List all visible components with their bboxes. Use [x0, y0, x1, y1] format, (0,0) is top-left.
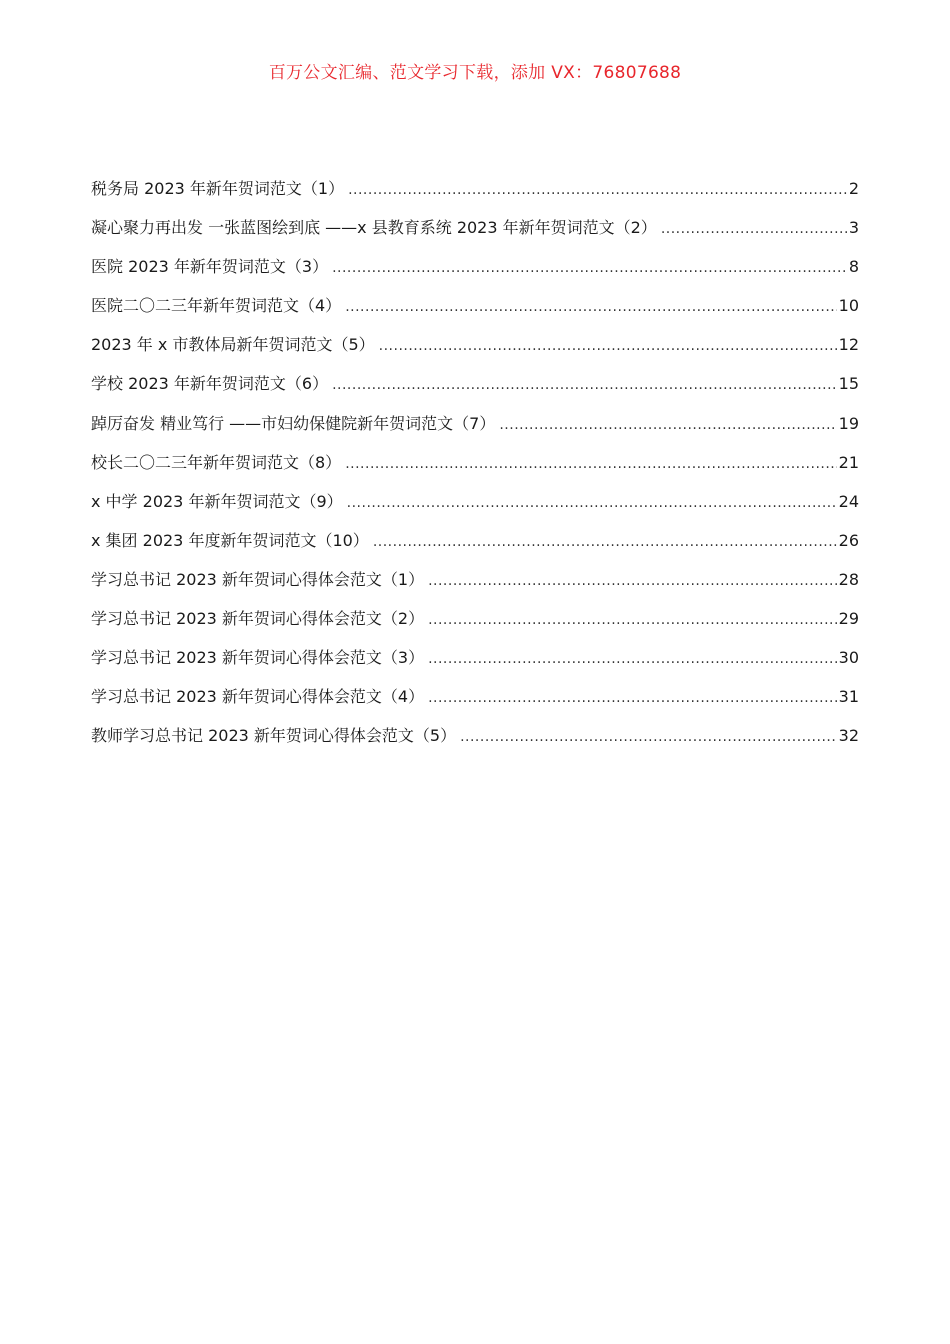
- toc-entry-page: 19: [838, 413, 859, 433]
- toc-entry[interactable]: [91, 645, 859, 684]
- toc-entry-page: 29: [838, 609, 859, 629]
- toc-entry[interactable]: [91, 567, 859, 606]
- toc-entry-page: 15: [838, 374, 859, 394]
- toc-entry-page: 3: [848, 218, 859, 238]
- toc-dot-leader: [345, 299, 836, 315]
- toc-dot-leader: [460, 729, 837, 745]
- toc-entry-title: 税务局 2023 年新年贺词范文（1）: [91, 179, 345, 198]
- toc-entry-title: 学习总书记 2023 新年贺词心得体会范文（3）: [91, 648, 425, 668]
- toc-entry[interactable]: [91, 215, 859, 254]
- toc-entry-title: x 中学 2023 年新年贺词范文（9）: [91, 491, 343, 511]
- toc-entry-title: 学习总书记 2023 新年贺词心得体会范文（4）: [91, 687, 425, 707]
- toc-entry-page: 12: [838, 335, 859, 355]
- toc-entry-title: 学习总书记 2023 新年贺词心得体会范文（2）: [91, 609, 425, 629]
- toc-entry[interactable]: [91, 332, 859, 371]
- toc-entry-title: x 集团 2023 年度新年贺词范文（10）: [91, 530, 369, 550]
- toc-entry[interactable]: [91, 450, 859, 489]
- toc-dot-leader: [428, 573, 837, 589]
- toc-dot-leader: [347, 495, 837, 511]
- toc-entry-page: 32: [838, 726, 859, 746]
- toc-entry[interactable]: [91, 176, 859, 215]
- toc-entry[interactable]: [91, 489, 859, 528]
- toc-entry[interactable]: [91, 606, 859, 645]
- toc-entry-title: 教师学习总书记 2023 新年贺词心得体会范文（5）: [91, 726, 457, 746]
- toc-entry-page: 2: [848, 179, 859, 198]
- toc-entry-title: 学校 2023 年新年贺词范文（6）: [91, 374, 329, 394]
- toc-entry[interactable]: [91, 371, 859, 410]
- toc-dot-leader: [332, 377, 837, 393]
- toc-entry-page: 24: [838, 491, 859, 511]
- toc-dot-leader: [332, 260, 847, 276]
- toc-entry[interactable]: [91, 528, 859, 567]
- toc-entry-title: 校长二〇二三年新年贺词范文（8）: [91, 452, 342, 472]
- toc-dot-leader: [661, 221, 847, 237]
- toc-entry-page: 8: [848, 257, 859, 277]
- toc-entry-page: 21: [838, 452, 859, 472]
- toc-entry[interactable]: [91, 293, 859, 332]
- toc-entry-page: 28: [838, 569, 859, 589]
- toc-dot-leader: [428, 651, 837, 667]
- toc-dot-leader: [428, 612, 837, 628]
- toc-entry-title: 凝心聚力再出发 一张蓝图绘到底 ——x 县教育系统 2023 年新年贺词范文（2）: [91, 218, 657, 238]
- toc-dot-leader: [428, 690, 837, 706]
- toc-dot-leader: [499, 417, 836, 433]
- toc-entry[interactable]: [91, 684, 859, 723]
- toc-entry-title: 学习总书记 2023 新年贺词心得体会范文（1）: [91, 569, 425, 589]
- toc-entry-page: 30: [838, 648, 859, 668]
- toc-entry-title: 踔厉奋发 精业笃行 ——市妇幼保健院新年贺词范文（7）: [91, 413, 496, 433]
- toc-entry-page: 26: [838, 530, 859, 550]
- toc-entry[interactable]: [91, 411, 859, 450]
- toc-dot-leader: [348, 182, 847, 198]
- toc-dot-leader: [345, 456, 836, 472]
- toc-entry-page: 31: [838, 687, 859, 707]
- toc-entry-title: 2023 年 x 市教体局新年贺词范文（5）: [91, 335, 375, 355]
- toc-dot-leader: [373, 534, 837, 550]
- page-header-watermark: 百万公文汇编、范文学习下载，添加 VX：76807688: [268, 63, 682, 83]
- toc-dot-leader: [379, 338, 837, 354]
- toc-entry-title: 医院二〇二三年新年贺词范文（4）: [91, 296, 342, 316]
- table-of-contents: [91, 176, 859, 762]
- toc-entry-page: 10: [838, 296, 859, 316]
- toc-entry[interactable]: [91, 254, 859, 293]
- toc-entry-title: 医院 2023 年新年贺词范文（3）: [91, 257, 329, 277]
- toc-entry[interactable]: [91, 723, 859, 762]
